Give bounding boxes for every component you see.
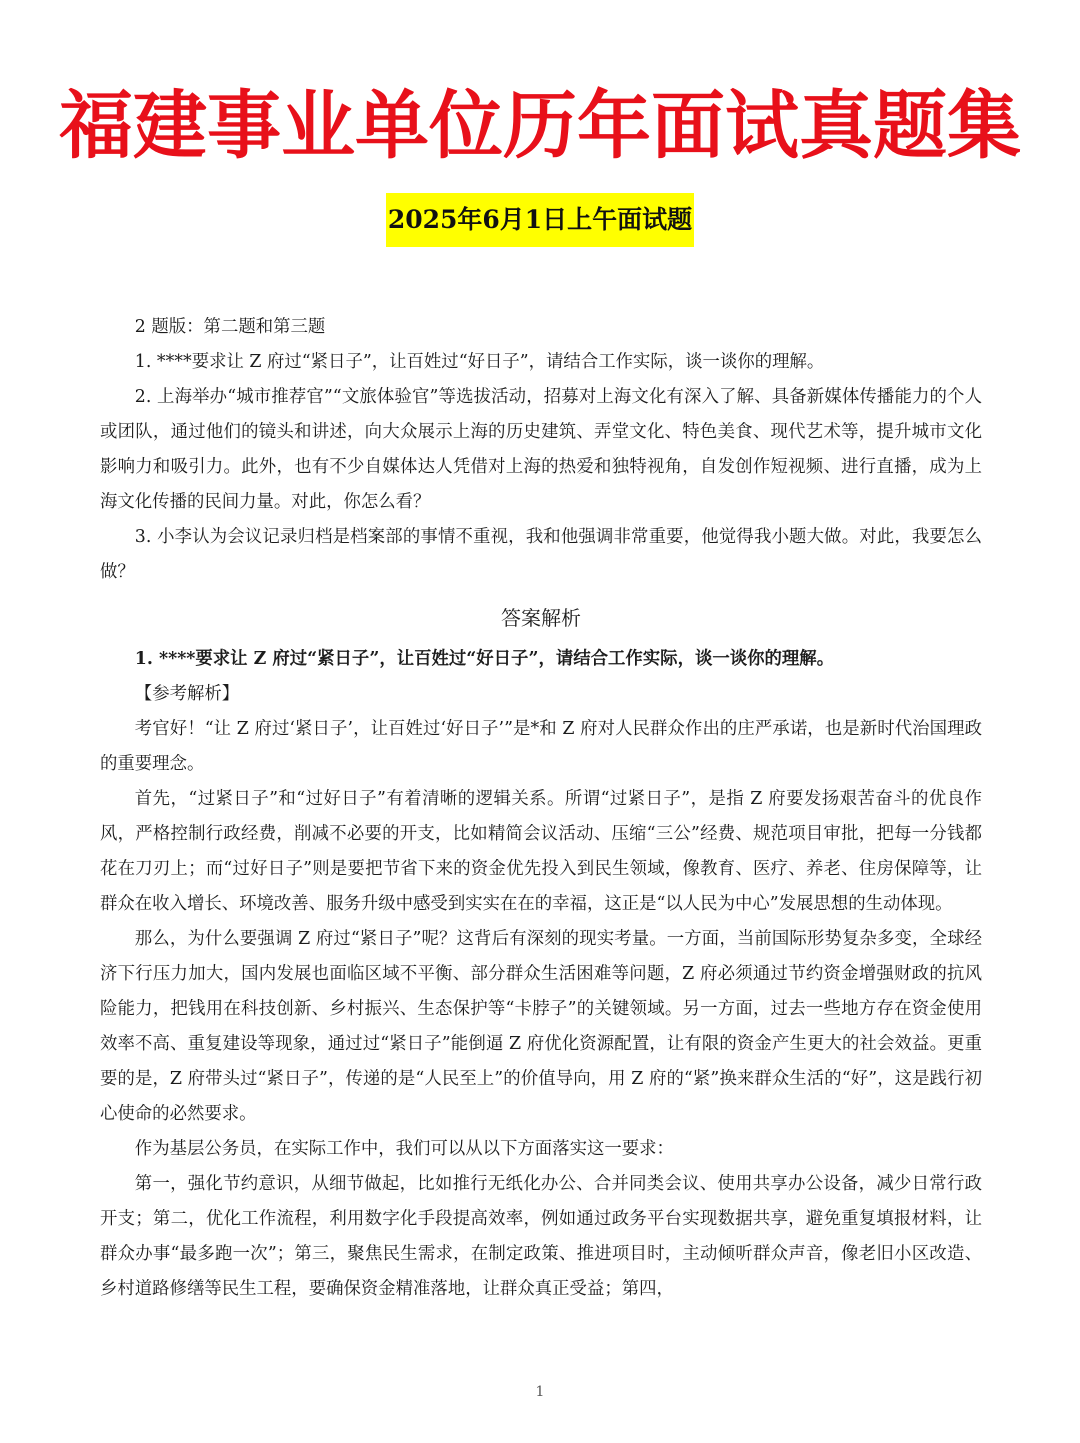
question-3: 3. 小李认为会议记录归档是档案部的事情不重视，我和他强调非常重要，他觉得我小题大做。对此，我要怎么做？ (100, 527, 982, 582)
answer-paragraph: 第一，强化节约意识，从细节做起，比如推行无纸化办公、合并同类会议、使用共享办公设备，减少日常行政开支；第二，优化工作流程，利用数字化手段提高效率，例如通过政务平台实现数据共享，避免重复填报材料，让群众办事“最多跑一次”；第三，聚焦民生需求，在制定政策、推进项目时，主动倾听群众声音，像老旧小区改造、乡村道路修缮等民生工程，要确保资金精准落地，让群众真正受益；第四， (100, 1174, 982, 1299)
intro-line: 2 题版：第二题和第三题 (134, 317, 326, 337)
exam-date-subtitle: 2025年6月1日上午面试题 (386, 193, 694, 247)
answer-paragraph: 考官好！“让 Z 府过‘紧日子’，让百姓过‘好日子’”是*和 Z 府对人民群众作出的庄严承诺，也是新时代治国理政的重要理念。 (100, 719, 982, 774)
question-2: 2. 上海举办“城市推荐官”“文旅体验官”等选拔活动，招募对上海文化有深入了解、具备新媒体传播能力的个人或团队，通过他们的镜头和讲述，向大众展示上海的历史建筑、弄堂文化、特色美食、现代艺术等，提升城市文化影响力和吸引力。此外，也有不少自媒体达人凭借对上海的热爱和独特视角，自发创作短视频、进行直播，成为上海文化传播的民间力量。对此，你怎么看？ (100, 387, 982, 512)
question-1: 1. ****要求让 Z 府过“紧日子”，让百姓过“好日子”，请结合工作实际，谈一谈你的理解。 (134, 352, 825, 372)
document-body (100, 310, 982, 1307)
answer-paragraph: 那么，为什么要强调 Z 府过“紧日子”呢？这背后有深刻的现实考量。一方面，当前国际形势复杂多变，全球经济下行压力加大，国内发展也面临区域不平衡、部分群众生活困难等问题，Z 府必须通过节约资金增强财政的抗风险能力，把钱用在科技创新、乡村振兴、生态保护等“卡脖子”的关键领域。另一方面，过去一些地方存在资金使用效率不高、重复建设等现象，通过过“紧日子”能倒逼 Z 府优化资源配置，让有限的资金产生更大的社会效益。更重要的是，Z 府带头过“紧日子”，传递的是“人民至上”的价值导向，用 Z 府的“紧”换来群众生活的“好”，这是践行初心使命的必然要求。 (100, 929, 982, 1124)
reference-label: 【参考解析】 (134, 684, 240, 704)
answer-question: 1. ****要求让 Z 府过“紧日子”，让百姓过“好日子”，请结合工作实际，谈一谈你的理解。 (134, 649, 835, 669)
answer-paragraph: 作为基层公务员，在实际工作中，我们可以从以下方面落实这一要求： (134, 1139, 674, 1159)
subtitle-container (0, 193, 1080, 247)
document-title: 福建事业单位历年面试真题集 (59, 83, 1021, 169)
page-number: 1 (535, 1384, 545, 1400)
answer-heading: 答案解析 (501, 606, 581, 630)
answer-paragraph: 首先，“过紧日子”和“过好日子”有着清晰的逻辑关系。所谓“过紧日子”，是指 Z 府要发扬艰苦奋斗的优良作风，严格控制行政经费，削减不必要的开支，比如精简会议活动、压缩“三公”经费、规范项目审批，把每一分钱都花在刀刃上；而“过好日子”则是要把节省下来的资金优先投入到民生领域，像教育、医疗、养老、住房保障等，让群众在收入增长、环境改善、服务升级中感受到实实在在的幸福，这正是“以人民为中心”发展思想的生动体现。 (100, 789, 982, 914)
